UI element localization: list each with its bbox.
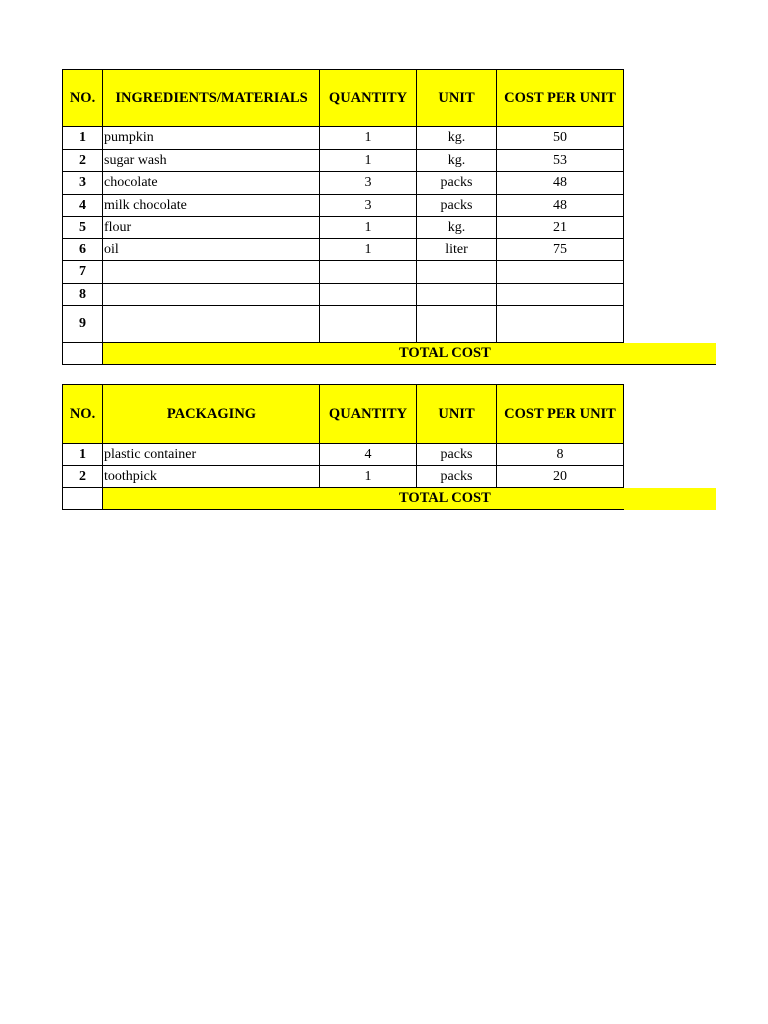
- header-unit: UNIT: [417, 69, 497, 127]
- table-row: [62, 261, 624, 284]
- row-item-name[interactable]: toothpick: [103, 466, 320, 488]
- row-quantity[interactable]: 1: [320, 150, 417, 172]
- header-ingredients: INGREDIENTS/MATERIALS: [103, 69, 320, 127]
- table-row: [62, 217, 624, 239]
- row-no[interactable]: 5: [62, 217, 103, 239]
- row-item-name[interactable]: flour: [103, 217, 320, 239]
- header-unit: UNIT: [417, 384, 497, 444]
- packaging-header-row: [62, 384, 624, 444]
- row-item-name[interactable]: pumpkin: [103, 127, 320, 150]
- total-cost-label: TOTAL COST: [399, 490, 491, 506]
- row-quantity[interactable]: 3: [320, 172, 417, 195]
- row-cost[interactable]: [497, 261, 624, 284]
- row-unit[interactable]: liter: [417, 239, 497, 261]
- row-unit[interactable]: [417, 306, 497, 343]
- row-item-name[interactable]: sugar wash: [103, 150, 320, 172]
- ingredients-table: [62, 69, 624, 365]
- header-cost-per-unit: COST PER UNIT: [497, 69, 624, 127]
- row-cost[interactable]: [497, 284, 624, 306]
- row-item-name[interactable]: [103, 306, 320, 343]
- row-item-name[interactable]: oil: [103, 239, 320, 261]
- row-no[interactable]: 4: [62, 195, 103, 217]
- row-unit[interactable]: kg.: [417, 217, 497, 239]
- row-cost[interactable]: [497, 306, 624, 343]
- table-row: [62, 172, 624, 195]
- row-cost[interactable]: 48: [497, 172, 624, 195]
- header-no: NO.: [62, 69, 103, 127]
- table-row: [62, 466, 624, 488]
- table-row: [62, 444, 624, 466]
- row-quantity[interactable]: [320, 284, 417, 306]
- row-unit[interactable]: packs: [417, 466, 497, 488]
- row-no[interactable]: 3: [62, 172, 103, 195]
- row-unit[interactable]: packs: [417, 444, 497, 466]
- row-unit[interactable]: packs: [417, 172, 497, 195]
- row-item-name[interactable]: [103, 284, 320, 306]
- row-item-name[interactable]: plastic container: [103, 444, 320, 466]
- row-no[interactable]: 9: [62, 306, 103, 343]
- row-unit[interactable]: kg.: [417, 150, 497, 172]
- row-no[interactable]: 6: [62, 239, 103, 261]
- row-quantity[interactable]: 1: [320, 217, 417, 239]
- total-cost-blank-cell[interactable]: [62, 343, 103, 365]
- total-cost-blank-cell[interactable]: [62, 488, 103, 510]
- table-row: [62, 239, 624, 261]
- table-row: [62, 195, 624, 217]
- row-quantity[interactable]: 3: [320, 195, 417, 217]
- row-no[interactable]: 1: [62, 444, 103, 466]
- row-no[interactable]: 1: [62, 127, 103, 150]
- packaging-table: [62, 384, 624, 510]
- table-row: [62, 127, 624, 150]
- row-item-name[interactable]: [103, 261, 320, 284]
- header-quantity: QUANTITY: [320, 69, 417, 127]
- row-cost[interactable]: 50: [497, 127, 624, 150]
- row-cost[interactable]: 48: [497, 195, 624, 217]
- row-no[interactable]: 7: [62, 261, 103, 284]
- table-row: [62, 284, 624, 306]
- row-unit[interactable]: [417, 284, 497, 306]
- total-cost-label: TOTAL COST: [399, 345, 491, 361]
- row-quantity[interactable]: [320, 306, 417, 343]
- header-packaging: PACKAGING: [103, 384, 320, 444]
- row-item-name[interactable]: chocolate: [103, 172, 320, 195]
- total-cost-underline: [103, 509, 624, 510]
- row-quantity[interactable]: 4: [320, 444, 417, 466]
- row-no[interactable]: 2: [62, 466, 103, 488]
- row-no[interactable]: 8: [62, 284, 103, 306]
- row-cost[interactable]: 21: [497, 217, 624, 239]
- header-cost-per-unit: COST PER UNIT: [497, 384, 624, 444]
- table-row: [62, 150, 624, 172]
- total-cost-row: [62, 343, 624, 365]
- row-unit[interactable]: packs: [417, 195, 497, 217]
- total-cost-row: [62, 488, 624, 510]
- row-unit[interactable]: kg.: [417, 127, 497, 150]
- row-quantity[interactable]: 1: [320, 127, 417, 150]
- row-cost[interactable]: 53: [497, 150, 624, 172]
- row-cost[interactable]: 75: [497, 239, 624, 261]
- row-cost[interactable]: 20: [497, 466, 624, 488]
- row-quantity[interactable]: 1: [320, 239, 417, 261]
- row-item-name[interactable]: milk chocolate: [103, 195, 320, 217]
- ingredients-header-row: [62, 69, 624, 127]
- header-quantity: QUANTITY: [320, 384, 417, 444]
- row-unit[interactable]: [417, 261, 497, 284]
- table-row: [62, 306, 624, 343]
- row-cost[interactable]: 8: [497, 444, 624, 466]
- row-quantity[interactable]: 1: [320, 466, 417, 488]
- row-quantity[interactable]: [320, 261, 417, 284]
- row-no[interactable]: 2: [62, 150, 103, 172]
- header-no: NO.: [62, 384, 103, 444]
